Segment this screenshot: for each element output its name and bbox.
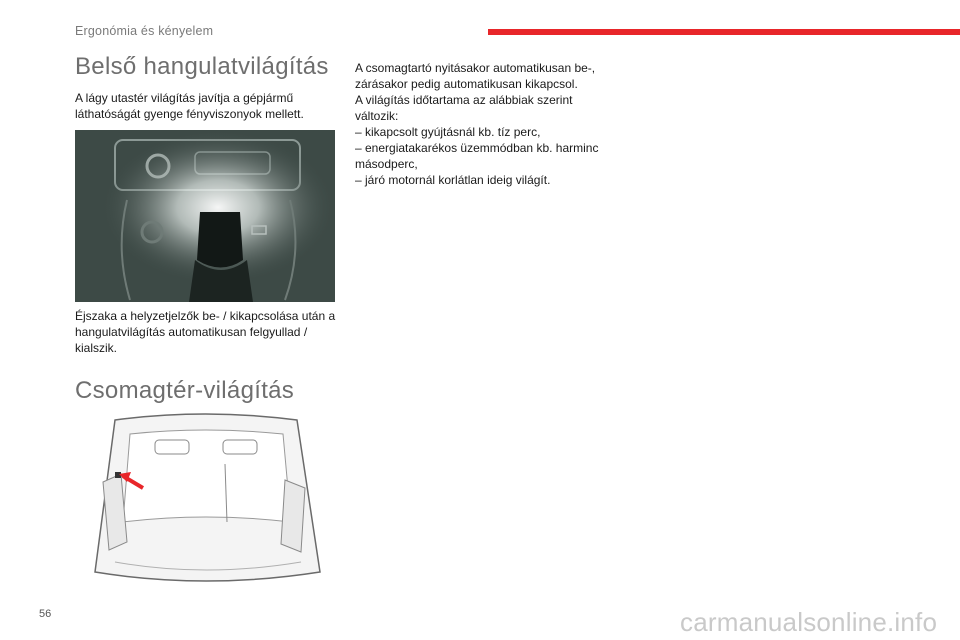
section-heading-boot-lighting: Csomagtér-világítás	[75, 377, 295, 404]
boot-lighting-text-line: változik:	[355, 109, 399, 123]
watermark: carmanualsonline.info	[680, 607, 938, 637]
boot-lighting-text-line: A világítás időtartama az alábbiak szerint	[355, 93, 573, 107]
section-heading-ambient-lighting: Belső hangulatvilágítás	[75, 53, 329, 80]
ambient-lighting-illustration	[75, 130, 335, 302]
ambient-lighting-caption: Éjszaka a helyzetjelzők be- / kikapcsolása után a hangulatvilágítás automatikusan felgyullad / kialszik.	[75, 309, 336, 355]
page-number: 56	[39, 608, 52, 620]
left-column	[75, 52, 340, 592]
header-accent-bar	[488, 29, 960, 35]
header-title: Ergonómia és kényelem	[75, 24, 214, 38]
boot-lighting-text-line: zárásakor pedig automatikusan kikapcsol.	[355, 77, 578, 91]
boot-lighting-illustration	[75, 412, 335, 592]
boot-lighting-list-item: – járó motornál korlátlan ideig világít.	[355, 173, 551, 187]
right-column	[355, 60, 620, 188]
boot-lighting-list-item: másodperc,	[355, 157, 418, 171]
boot-lighting-text-line: A csomagtartó nyitásakor automatikusan be-,	[355, 61, 596, 75]
boot-lighting-list-item: – energiatakarékos üzemmódban kb. harminc	[355, 141, 599, 155]
boot-lighting-list-item: – kikapcsolt gyújtásnál kb. tíz perc,	[355, 125, 541, 139]
ambient-lighting-intro: A lágy utastér világítás javítja a gépjármű láthatóságát gyenge fényviszonyok mellett.	[75, 91, 304, 121]
